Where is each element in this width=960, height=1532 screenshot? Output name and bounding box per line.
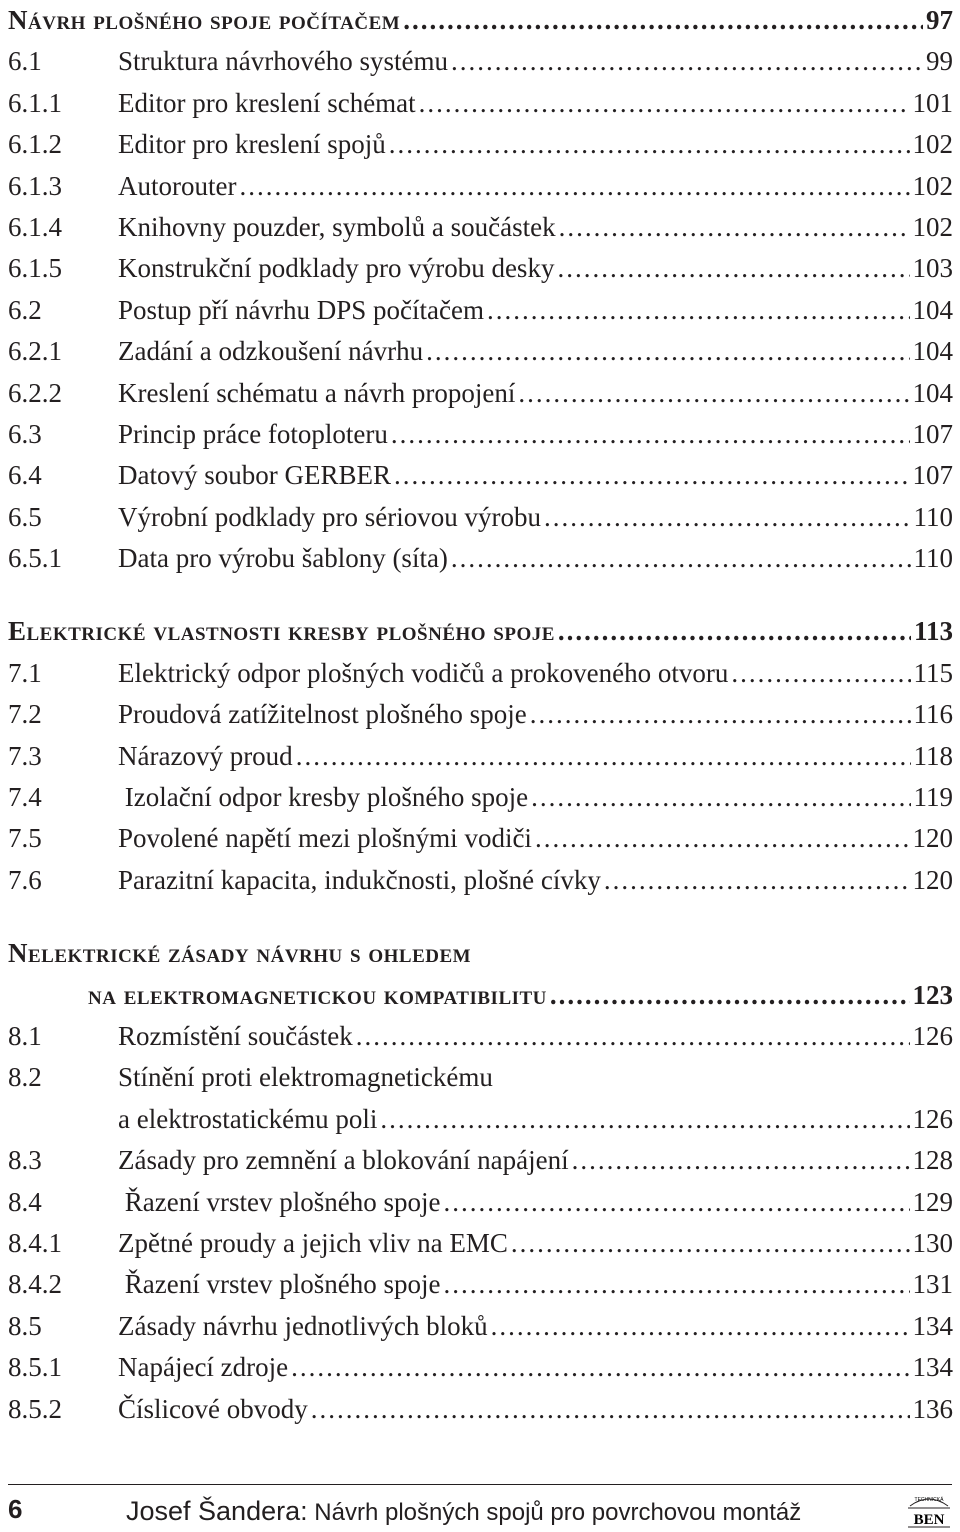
section-title: Nárazový proud bbox=[118, 740, 293, 771]
logo-top-text: TECHNICKÁ bbox=[914, 1497, 944, 1503]
section-title: Napájecí zdroje bbox=[118, 1352, 289, 1383]
chapter-title: Návrh plošného spoje počítačem bbox=[8, 5, 401, 35]
section-title: Izolační odpor kresby plošného spoje bbox=[118, 782, 529, 813]
dot-leader bbox=[544, 497, 911, 538]
page-number: 131 bbox=[912, 1269, 953, 1300]
section-number: 6.5.1 bbox=[8, 543, 62, 574]
section-number: 6.1.3 bbox=[8, 170, 62, 201]
page-number: 103 bbox=[912, 253, 953, 284]
section-number: 6.1.4 bbox=[8, 211, 62, 242]
page-number: 136 bbox=[912, 1393, 953, 1424]
section-title: Knihovny pouzder, symbolů a součástek bbox=[118, 211, 556, 242]
toc-entry-continuation[interactable] bbox=[8, 1099, 953, 1140]
section-number: 7.5 bbox=[8, 823, 42, 854]
page-number: 104 bbox=[912, 377, 953, 408]
dot-leader bbox=[451, 41, 923, 82]
toc-entry[interactable] bbox=[8, 1016, 953, 1057]
section-title: Zásady pro zemnění a blokování napájení bbox=[118, 1145, 569, 1176]
page-number: 130 bbox=[912, 1227, 953, 1258]
dot-leader bbox=[511, 1223, 910, 1264]
dot-leader bbox=[518, 373, 909, 414]
section-number: 8.1 bbox=[8, 1020, 42, 1051]
section-title: Povolené napětí mezi plošnými vodiči bbox=[118, 823, 532, 854]
toc-entry[interactable] bbox=[8, 1223, 953, 1264]
toc-entry[interactable] bbox=[8, 777, 953, 818]
page-number: 101 bbox=[912, 87, 953, 118]
page-number: 129 bbox=[912, 1186, 953, 1217]
section-number: 8.3 bbox=[8, 1145, 42, 1176]
toc-entry[interactable] bbox=[8, 207, 953, 248]
dot-leader bbox=[394, 455, 910, 496]
chapter-title-line1: Nelektrické zásady návrhu s ohledem bbox=[8, 938, 472, 969]
section-number: 6.2.2 bbox=[8, 377, 62, 408]
section-title: Struktura návrhového systému bbox=[118, 46, 448, 77]
toc-entry[interactable] bbox=[8, 1140, 953, 1181]
section-number: 6.5 bbox=[8, 501, 42, 532]
section-title: Stínění proti elektromagnetickému bbox=[118, 1062, 493, 1093]
dot-leader bbox=[426, 331, 909, 372]
page-number: 119 bbox=[913, 782, 953, 813]
page-footer bbox=[8, 1478, 952, 1532]
dot-leader bbox=[403, 0, 923, 41]
page-number: 102 bbox=[912, 129, 953, 160]
section-title: Číslicové obvody bbox=[118, 1393, 308, 1424]
toc-entry[interactable] bbox=[8, 414, 953, 455]
page-number: 118 bbox=[913, 740, 953, 771]
chapter-6-heading[interactable] bbox=[8, 0, 953, 41]
section-title: Zpětné proudy a jejich vliv na EMC bbox=[118, 1227, 508, 1258]
toc-entry[interactable] bbox=[8, 1306, 953, 1347]
logo-mark-text: BEN bbox=[913, 1512, 945, 1528]
section-number: 7.6 bbox=[8, 864, 42, 895]
section-number: 7.2 bbox=[8, 699, 42, 730]
dot-leader bbox=[550, 975, 910, 1016]
chapter-title-line2: na elektromagnetickou kompatibilitu bbox=[88, 979, 547, 1010]
dot-leader bbox=[239, 166, 909, 207]
section-number: 7.4 bbox=[8, 782, 42, 813]
page-number: 126 bbox=[912, 1020, 953, 1051]
dot-leader bbox=[558, 611, 911, 652]
toc-entry[interactable] bbox=[8, 83, 953, 124]
dot-leader bbox=[531, 777, 910, 818]
section-number: 8.5.2 bbox=[8, 1393, 62, 1424]
toc-entry[interactable] bbox=[8, 41, 953, 82]
dot-leader bbox=[311, 1389, 910, 1430]
page-number: 104 bbox=[912, 294, 953, 325]
page-number: 99 bbox=[926, 46, 953, 77]
page-number: 128 bbox=[912, 1145, 953, 1176]
section-title: Autorouter bbox=[118, 170, 237, 201]
section-number: 8.4 bbox=[8, 1186, 42, 1217]
dot-leader bbox=[487, 290, 910, 331]
page-number: 115 bbox=[913, 657, 953, 688]
section-title: Parazitní kapacita, indukčnosti, plošné cívky bbox=[118, 864, 601, 895]
section-title: Datový soubor GERBER bbox=[118, 460, 391, 491]
page-number: 97 bbox=[926, 5, 953, 35]
section-title: Řazení vrstev plošného spoje bbox=[118, 1269, 441, 1300]
dot-leader bbox=[380, 1099, 909, 1140]
page-number: 107 bbox=[912, 418, 953, 449]
section-number: 6.2.1 bbox=[8, 336, 62, 367]
toc-entry[interactable] bbox=[8, 1057, 953, 1098]
toc-entry[interactable] bbox=[8, 694, 953, 735]
toc-entry[interactable] bbox=[8, 538, 953, 579]
section-title: Proudová zatížitelnost plošného spoje bbox=[118, 699, 527, 730]
toc-entry[interactable] bbox=[8, 124, 953, 165]
section-title: a elektrostatickému poli bbox=[118, 1103, 378, 1134]
dot-leader bbox=[491, 1306, 910, 1347]
section-number: 6.1.5 bbox=[8, 253, 62, 284]
dot-leader bbox=[291, 1347, 909, 1388]
dot-leader bbox=[443, 1182, 909, 1223]
section-title: Zásady návrhu jednotlivých bloků bbox=[118, 1310, 488, 1341]
page-number: 113 bbox=[913, 616, 953, 647]
footer-book-info bbox=[126, 1496, 801, 1527]
section-number: 6.1.2 bbox=[8, 129, 62, 160]
section-number: 6.2 bbox=[8, 294, 42, 325]
page-number: 110 bbox=[913, 501, 953, 532]
section-number: 6.1.1 bbox=[8, 87, 62, 118]
toc-entry[interactable] bbox=[8, 497, 953, 538]
section-number: 8.5.1 bbox=[8, 1352, 62, 1383]
page-number: 116 bbox=[913, 699, 953, 730]
toc-entry[interactable] bbox=[8, 248, 953, 289]
ben-logo-icon bbox=[906, 1492, 952, 1530]
toc-entry[interactable] bbox=[8, 331, 953, 372]
dot-leader bbox=[296, 736, 911, 777]
section-number: 6.3 bbox=[8, 418, 42, 449]
page-number: 110 bbox=[913, 543, 953, 574]
dot-leader bbox=[443, 1264, 909, 1305]
toc-entry[interactable] bbox=[8, 1182, 953, 1223]
dot-leader bbox=[530, 694, 911, 735]
section-title: Zadání a odzkoušení návrhu bbox=[118, 336, 424, 367]
toc-entry[interactable] bbox=[8, 818, 953, 859]
section-title: Konstrukční podklady pro výrobu desky bbox=[118, 253, 555, 284]
toc-entry[interactable] bbox=[8, 1347, 953, 1388]
page-number: 107 bbox=[912, 460, 953, 491]
dot-leader bbox=[535, 818, 910, 859]
section-title: Editor pro kreslení spojů bbox=[118, 129, 386, 160]
chapter-8-heading-line1[interactable] bbox=[8, 933, 953, 974]
toc-entry[interactable] bbox=[8, 736, 953, 777]
toc-entry[interactable] bbox=[8, 290, 953, 331]
toc-entry[interactable] bbox=[8, 373, 953, 414]
section-title: Elektrický odpor plošných vodičů a prokoveného otvoru bbox=[118, 657, 729, 688]
section-title: Výrobní podklady pro sériovou výrobu bbox=[118, 501, 541, 532]
page-number: 104 bbox=[912, 336, 953, 367]
page-number: 126 bbox=[912, 1103, 953, 1134]
footer-rule bbox=[8, 1484, 952, 1485]
page-number: 134 bbox=[912, 1310, 953, 1341]
section-title: Kreslení schématu a návrh propojení bbox=[118, 377, 516, 408]
page-number: 120 bbox=[912, 823, 953, 854]
toc-entry[interactable] bbox=[8, 1264, 953, 1305]
toc-entry[interactable] bbox=[8, 653, 953, 694]
section-title: Řazení vrstev plošného spoje bbox=[118, 1186, 441, 1217]
chapter-8-heading-line2[interactable] bbox=[8, 975, 953, 1016]
page-number: 123 bbox=[912, 979, 953, 1010]
toc-entry[interactable] bbox=[8, 455, 953, 496]
table-of-contents bbox=[8, 0, 953, 1430]
section-number: 6.4 bbox=[8, 460, 42, 491]
page-number: 102 bbox=[912, 211, 953, 242]
dot-leader bbox=[572, 1140, 910, 1181]
dot-leader bbox=[451, 538, 911, 579]
dot-leader bbox=[391, 414, 910, 455]
section-number: 8.4.1 bbox=[8, 1227, 62, 1258]
dot-leader bbox=[557, 248, 909, 289]
section-number: 7.3 bbox=[8, 740, 42, 771]
toc-entry[interactable] bbox=[8, 1389, 953, 1430]
section-number: 8.4.2 bbox=[8, 1269, 62, 1300]
footer-book-title: Návrh plošných spojů pro povrchovou montáž bbox=[314, 1499, 802, 1526]
dot-leader bbox=[419, 83, 910, 124]
dot-leader bbox=[389, 124, 910, 165]
page-number: 102 bbox=[912, 170, 953, 201]
chapter-title: Elektrické vlastnosti kresby plošného spoje bbox=[8, 616, 555, 647]
toc-entry[interactable] bbox=[8, 166, 953, 207]
chapter-7-heading[interactable] bbox=[8, 611, 953, 652]
footer-author: Josef Šandera: bbox=[126, 1496, 308, 1526]
page-number: 120 bbox=[912, 864, 953, 895]
toc-entry[interactable] bbox=[8, 860, 953, 901]
dot-leader bbox=[356, 1016, 910, 1057]
dot-leader bbox=[559, 207, 910, 248]
dot-leader bbox=[731, 653, 910, 694]
section-title: Postup pří návrhu DPS počítačem bbox=[118, 294, 484, 325]
footer-page-number: 6 bbox=[8, 1494, 23, 1524]
section-number: 6.1 bbox=[8, 46, 42, 77]
page-number: 134 bbox=[912, 1352, 953, 1383]
section-number: 8.5 bbox=[8, 1310, 42, 1341]
dot-leader bbox=[604, 860, 910, 901]
section-title: Editor pro kreslení schémat bbox=[118, 87, 416, 118]
section-title: Data pro výrobu šablony (síta) bbox=[118, 543, 448, 574]
section-title: Princip práce fotoploteru bbox=[118, 418, 388, 449]
section-title: Rozmístění součástek bbox=[118, 1020, 353, 1051]
section-number: 8.2 bbox=[8, 1062, 42, 1093]
section-number: 7.1 bbox=[8, 657, 42, 688]
